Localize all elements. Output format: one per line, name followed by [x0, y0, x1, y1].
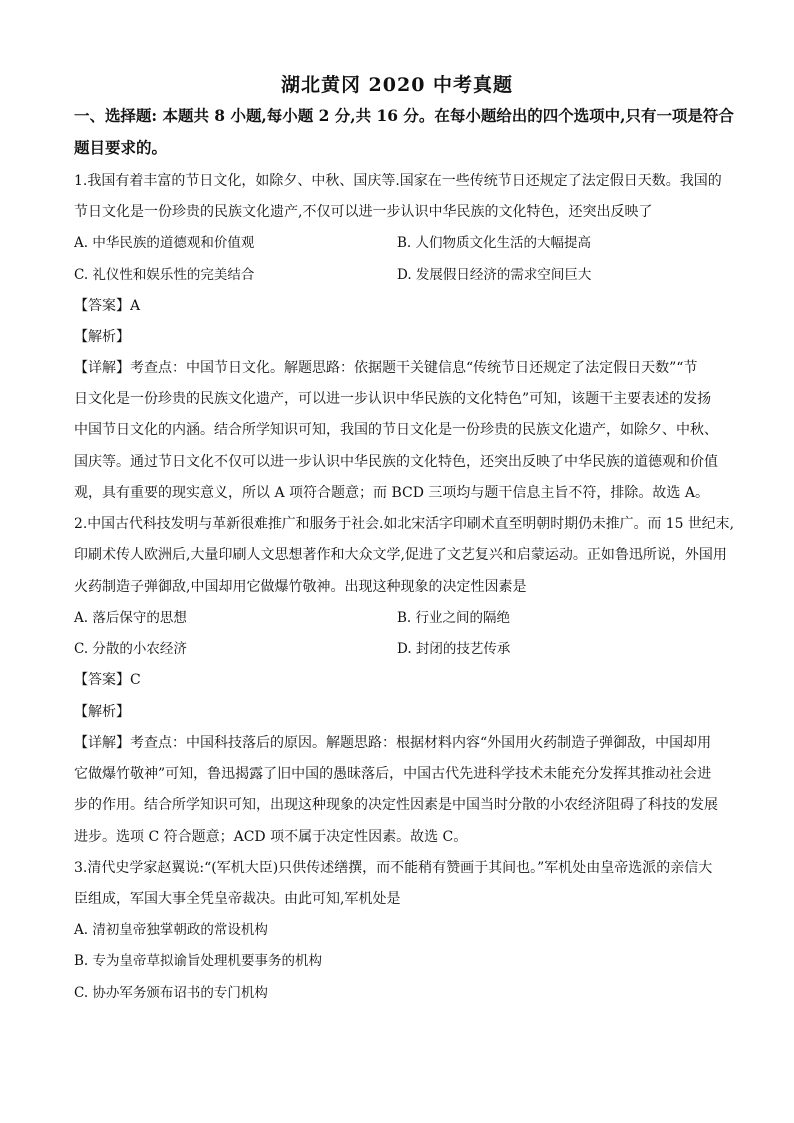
q1-option-c: C. 礼仪性和娱乐性的完美结合 — [74, 267, 255, 283]
q3-option-b: B. 专为皇帝草拟谕旨处理机要事务的机构 — [74, 953, 323, 969]
q3-stem-line: 3.清代史学家赵翼说:“(军机大臣)只供传述缮撰，而不能稍有赞画于其间也。”军机处由皇帝选派的亲信大 — [74, 860, 713, 876]
q1-stem-line2: 节日文化是一份珍贵的民族文化遗产,不仅可以进一步认识中华民族的文化特色，还突出反映了 — [74, 204, 653, 220]
q1-option-d: D. 发展假日经济的需求空间巨大 — [397, 267, 592, 283]
q1-detail-line: 日文化是一份珍贵的民族文化遗产，可以进一步认识中华民族的文化特色”可知，该题干主要表述的发扬 — [74, 391, 712, 407]
q2-analysis-label: 【解析】 — [74, 704, 130, 720]
q1-analysis-label: 【解析】 — [74, 329, 130, 345]
q3-option-a: A. 清初皇帝独掌朝政的常设机构 — [74, 922, 268, 938]
q2-detail-line: 【详解】考查点：中国科技落后的原因。解题思路：根据材料内容“外国用火药制造子弹御敌，中国却用 — [74, 735, 712, 751]
q1-option-b: B. 人们物质文化生活的大幅提高 — [397, 235, 592, 251]
page-title: 湖北黄冈 2020 中考真题 — [280, 74, 514, 96]
q2-stem-line: 火药制造子弹御敌,中国却用它做爆竹敬神。出现这种现象的决定性因素是 — [74, 579, 527, 595]
q2-detail-line: 步的作用。结合所学知识可知，出现这种现象的决定性因素是中国当时分散的小农经济阻碍了科技的发展 — [74, 797, 718, 813]
q2-stem-line: 印刷术传人欧洲后,大量印刷人文思想著作和大众文学,促进了文艺复兴和启蒙运动。正如鲁迅所说，外国用 — [74, 547, 727, 563]
q2-option-d: D. 封闭的技艺传承 — [397, 641, 511, 657]
section-heading-line1: 一、选择题: 本题共 8 小题,每小题 2 分,共 16 分。在每小题给出的四个选项中,只有一项是符合 — [74, 106, 734, 125]
q1-stem-line1: 1.我国有着丰富的节日文化，如除夕、中秋、国庆等.国家在一些传统节日还规定了法定假日天数。我国的 — [74, 173, 722, 189]
section-heading-line2: 题目要求的。 — [74, 138, 168, 157]
q2-detail-line: 进步。选项 C 符合题意；ACD 项不属于决定性因素。故选 C。 — [74, 829, 468, 845]
q1-option-a: A. 中华民族的道德观和价值观 — [74, 235, 255, 251]
q2-detail-line: 它做爆竹敬神”可知，鲁迅揭露了旧中国的愚昧落后，中国古代先进科学技术未能充分发挥其推动社会进 — [74, 766, 712, 782]
q2-option-a: A. 落后保守的思想 — [74, 610, 187, 626]
q2-stem-line: 2.中国古代科技发明与革新很难推广和服务于社会.如北宋活字印刷术直至明朝时期仍未推广。而 15 世纪末, — [74, 516, 734, 532]
q2-option-c: C. 分散的小农经济 — [74, 641, 187, 657]
q1-detail-line: 【详解】考查点：中国节日文化。解题思路：依据题干关键信息“传统节日还规定了法定假日天数”“节 — [74, 360, 698, 376]
q1-detail-line: 中国节日文化的内涵。结合所学知识可知，我国的节日文化是一份珍贵的民族文化遗产，如除夕、中秋、 — [74, 422, 718, 438]
q1-answer: 【答案】A — [74, 298, 141, 314]
q1-detail-line: 观，具有重要的现实意义，所以 A 项符合题意；而 BCD 三项均与题干信息主旨不符，排除。故选 A。 — [74, 485, 709, 501]
q3-option-c: C. 协办军务颁布诏书的专门机构 — [74, 985, 268, 1001]
q2-answer: 【答案】C — [74, 672, 141, 688]
q2-option-b: B. 行业之间的隔绝 — [397, 610, 511, 626]
q1-detail-line: 国庆等。通过节日文化不仅可以进一步认识中华民族的文化特色，还突出反映了中华民族的道德观和价值 — [74, 454, 718, 470]
q3-stem-line: 臣组成，军国大事全凭皇帝裁决。由此可知,军机处是 — [74, 891, 401, 907]
